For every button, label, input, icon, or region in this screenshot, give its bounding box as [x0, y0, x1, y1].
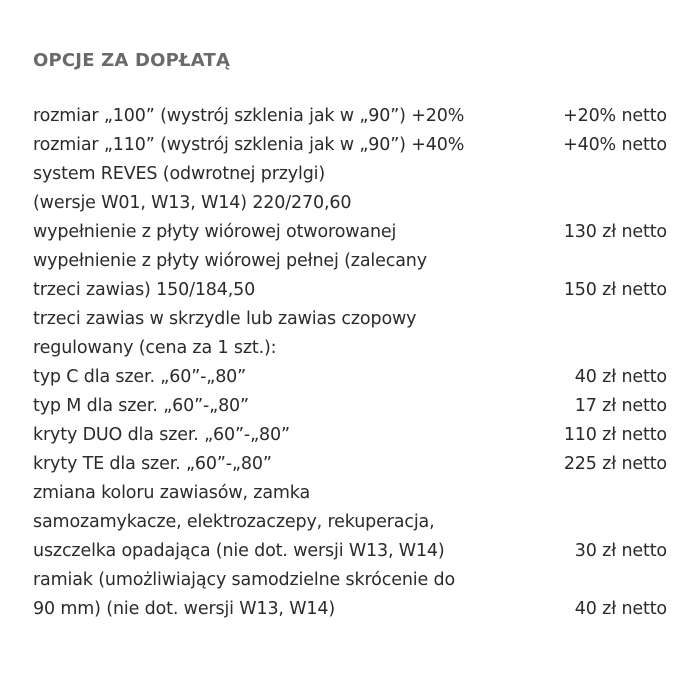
option-description: trzeci zawias w skrzydle lub zawias czopowy [33, 309, 417, 329]
option-price: 30 zł netto [574, 541, 667, 561]
option-price: 225 zł netto [563, 454, 667, 474]
price-list-row [33, 421, 667, 450]
price-list-row [33, 450, 667, 479]
price-list-row [33, 189, 667, 218]
option-description: typ C dla szer. „60”-„80” [33, 367, 247, 387]
price-list-row [33, 363, 667, 392]
option-description: rozmiar „100” (wystrój szklenia jak w „90”) +20% [33, 106, 465, 126]
option-description: kryty DUO dla szer. „60”-„80” [33, 425, 290, 445]
option-description: kryty TE dla szer. „60”-„80” [33, 454, 272, 474]
option-description: (wersje W01, W13, W14) 220/270,60 [33, 193, 352, 213]
option-description: ramiak (umożliwiający samodzielne skrócenie do [33, 570, 456, 590]
option-price: 150 zł netto [563, 280, 667, 300]
price-list-row [33, 276, 667, 305]
option-description: samozamykacze, elektrozaczepy, rekuperacja, [33, 512, 435, 532]
price-list-row [33, 595, 667, 624]
section-heading: OPCJE ZA DOPŁATĄ [33, 50, 231, 71]
option-price: +40% netto [563, 135, 667, 155]
price-list-row [33, 160, 667, 189]
option-description: trzeci zawias) 150/184,50 [33, 280, 256, 300]
option-description: uszczelka opadająca (nie dot. wersji W13, W14) [33, 541, 445, 561]
price-list-row [33, 334, 667, 363]
option-price: 17 zł netto [574, 396, 667, 416]
price-list-row [33, 566, 667, 595]
option-description: regulowany (cena za 1 szt.): [33, 338, 277, 358]
option-price: 110 zł netto [563, 425, 667, 445]
price-list-row [33, 392, 667, 421]
price-list-row [33, 131, 667, 160]
option-price: 40 zł netto [574, 367, 667, 387]
option-description: wypełnienie z płyty wiórowej otworowanej [33, 222, 397, 242]
option-description: rozmiar „110” (wystrój szklenia jak w „90”) +40% [33, 135, 465, 155]
option-description: 90 mm) (nie dot. wersji W13, W14) [33, 599, 336, 619]
option-description: typ M dla szer. „60”-„80” [33, 396, 249, 416]
price-list-row [33, 508, 667, 537]
price-list-row [33, 305, 667, 334]
price-list [33, 102, 667, 624]
price-list-row [33, 218, 667, 247]
option-description: system REVES (odwrotnej przylgi) [33, 164, 326, 184]
price-list-row [33, 102, 667, 131]
option-price: +20% netto [563, 106, 667, 126]
price-list-row [33, 479, 667, 508]
option-description: wypełnienie z płyty wiórowej pełnej (zalecany [33, 251, 427, 271]
option-price: 130 zł netto [563, 222, 667, 242]
price-list-row [33, 247, 667, 276]
price-list-row [33, 537, 667, 566]
option-description: zmiana koloru zawiasów, zamka [33, 483, 311, 503]
option-price: 40 zł netto [574, 599, 667, 619]
